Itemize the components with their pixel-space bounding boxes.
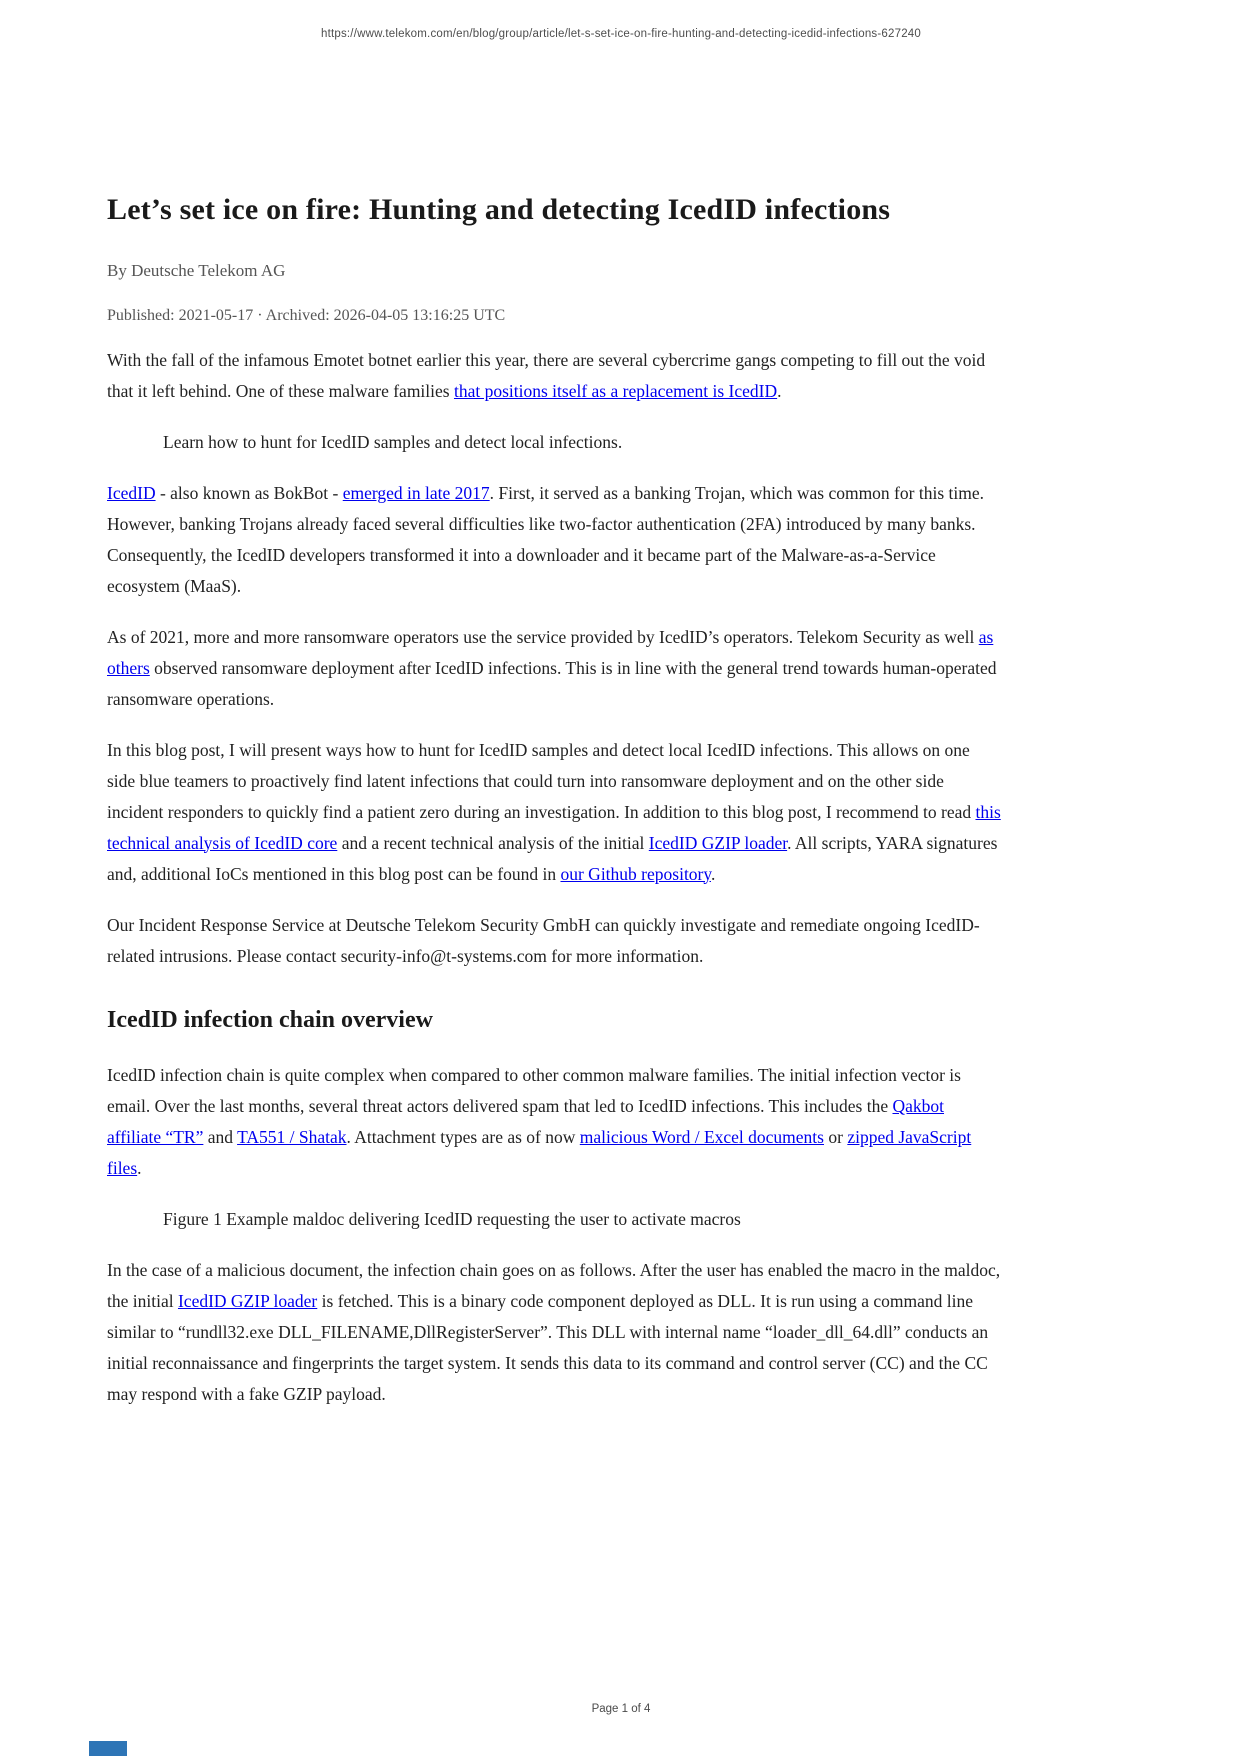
inline-link[interactable]: IcedID [107,482,156,503]
paragraph [107,735,1001,890]
paragraph [107,1255,1001,1410]
figure-caption [163,1204,1001,1235]
inline-link[interactable]: that positions itself as a replacement is IcedID [453,380,778,401]
text-run: In the case of a malicious document, the infection chain goes on as follows. After the user has enabled the macro in the maldoc, the initial [107,1260,1001,1312]
text-run: Our Incident Response Service at Deutsche Telekom Security GmbH can quickly investigate and remediate ongoing IcedID-related intrusions. Please contact security-info@t-systems.com for more information. [107,914,980,966]
text-run: and a recent technical analysis of the initial [337,832,649,853]
inline-link[interactable]: TA551 / Shatak [237,1127,347,1148]
text-run: . [137,1158,142,1179]
text-run: . First, it served as a banking Trojan, which was common for this time. However, banking Trojans already faced several difficulties like two-factor authentication (2FA) introduced by many banks. Consequently, the IcedID developers transformed it into a downloader and it became part of the Malware-as-a-Service ecosystem (MaaS). [107,482,984,596]
inline-link[interactable]: emerged in late 2017 [342,482,490,503]
inline-link[interactable]: IcedID GZIP loader [177,1291,318,1312]
text-run: is fetched. This is a binary code component deployed as DLL. It is run using a command line similar to “rundll32.exe DLL_FILENAME,DllRegisterServer”. This DLL with internal name “loader_dll_64.dll” conducts an initial reconnaissance and fingerprints the target system. It sends this data to its command and control server (CC) and the CC may respond with a fake GZIP payload. [107,1291,989,1405]
paragraph [107,622,1001,715]
article-byline: By Deutsche Telekom AG [107,260,286,280]
text-run: observed ransomware deployment after IcedID infections. This is in line with the general trend towards human-operated ransomware operations. [107,657,997,709]
text-run: . [711,863,716,884]
archive-url-header: https://www.telekom.com/en/blog/group/article/let-s-set-ice-on-fire-hunting-and-detecting-icedid-infections-627240 [320,28,921,40]
inline-link[interactable]: Qakbot affiliate “TR” [107,1096,945,1148]
article-body [107,345,1001,1411]
paragraph [107,910,1001,972]
text-run: Figure 1 Example maldoc delivering IcedID requesting the user to activate macros [163,1209,741,1230]
text-run: As of 2021, more and more ransomware operators use the service provided by IcedID’s operators. Telekom Security as well [107,626,979,647]
page-title: Let’s set ice on fire: Hunting and detecting IcedID infections [107,193,891,226]
text-run: - also known as BokBot - [155,482,343,503]
text-run: . [777,380,782,401]
inline-link[interactable]: as others [107,626,994,678]
paragraph [107,478,1001,602]
pull-quote [163,427,1001,458]
paragraph [107,345,1001,407]
text-run: Learn how to hunt for IcedID samples and detect local infections. [163,431,623,452]
text-run: In this blog post, I will present ways how to hunt for IcedID samples and detect local IcedID infections. This allows on one side blue teamers to proactively find latent infections that could turn into ransomware deployment and on the other side incident responders to quickly find a patient zero during an investigation. In addition to this blog post, I recommend to read [107,739,976,822]
text-run: . Attachment types are as of now [346,1127,580,1148]
inline-link[interactable]: IcedID GZIP loader [648,832,788,853]
text-run: IcedID infection chain overview [107,1006,433,1033]
text-run: . All scripts, YARA signatures and, additional IoCs mentioned in this blog post can be found in [107,832,998,884]
text-run: IcedID infection chain is quite complex when compared to other common malware families. The initial infection vector is email. Over the last months, several threat actors delivered spam that led to IcedID infections. This includes the [107,1065,961,1117]
page-number-footer: Page 1 of 4 [591,1703,651,1715]
inline-link[interactable]: zipped JavaScript files [107,1127,972,1179]
figure-image-sliver [89,1741,127,1756]
article-meta-dates: Published: 2021-05-17 · Archived: 2026-04-05 13:16:25 UTC [107,306,506,324]
text-run: or [823,1127,848,1148]
text-run: With the fall of the infamous Emotet botnet earlier this year, there are several cybercrime gangs competing to fill out the void that it left behind. One of these malware families [107,349,986,401]
section-heading [107,1006,1001,1035]
article-content [107,0,1001,1430]
inline-link[interactable]: this technical analysis of IcedID core [107,801,1001,853]
inline-link[interactable]: our Github repository [560,863,711,884]
paragraph [107,1060,1001,1184]
text-run: and [203,1127,238,1148]
inline-link[interactable]: malicious Word / Excel documents [579,1127,824,1148]
